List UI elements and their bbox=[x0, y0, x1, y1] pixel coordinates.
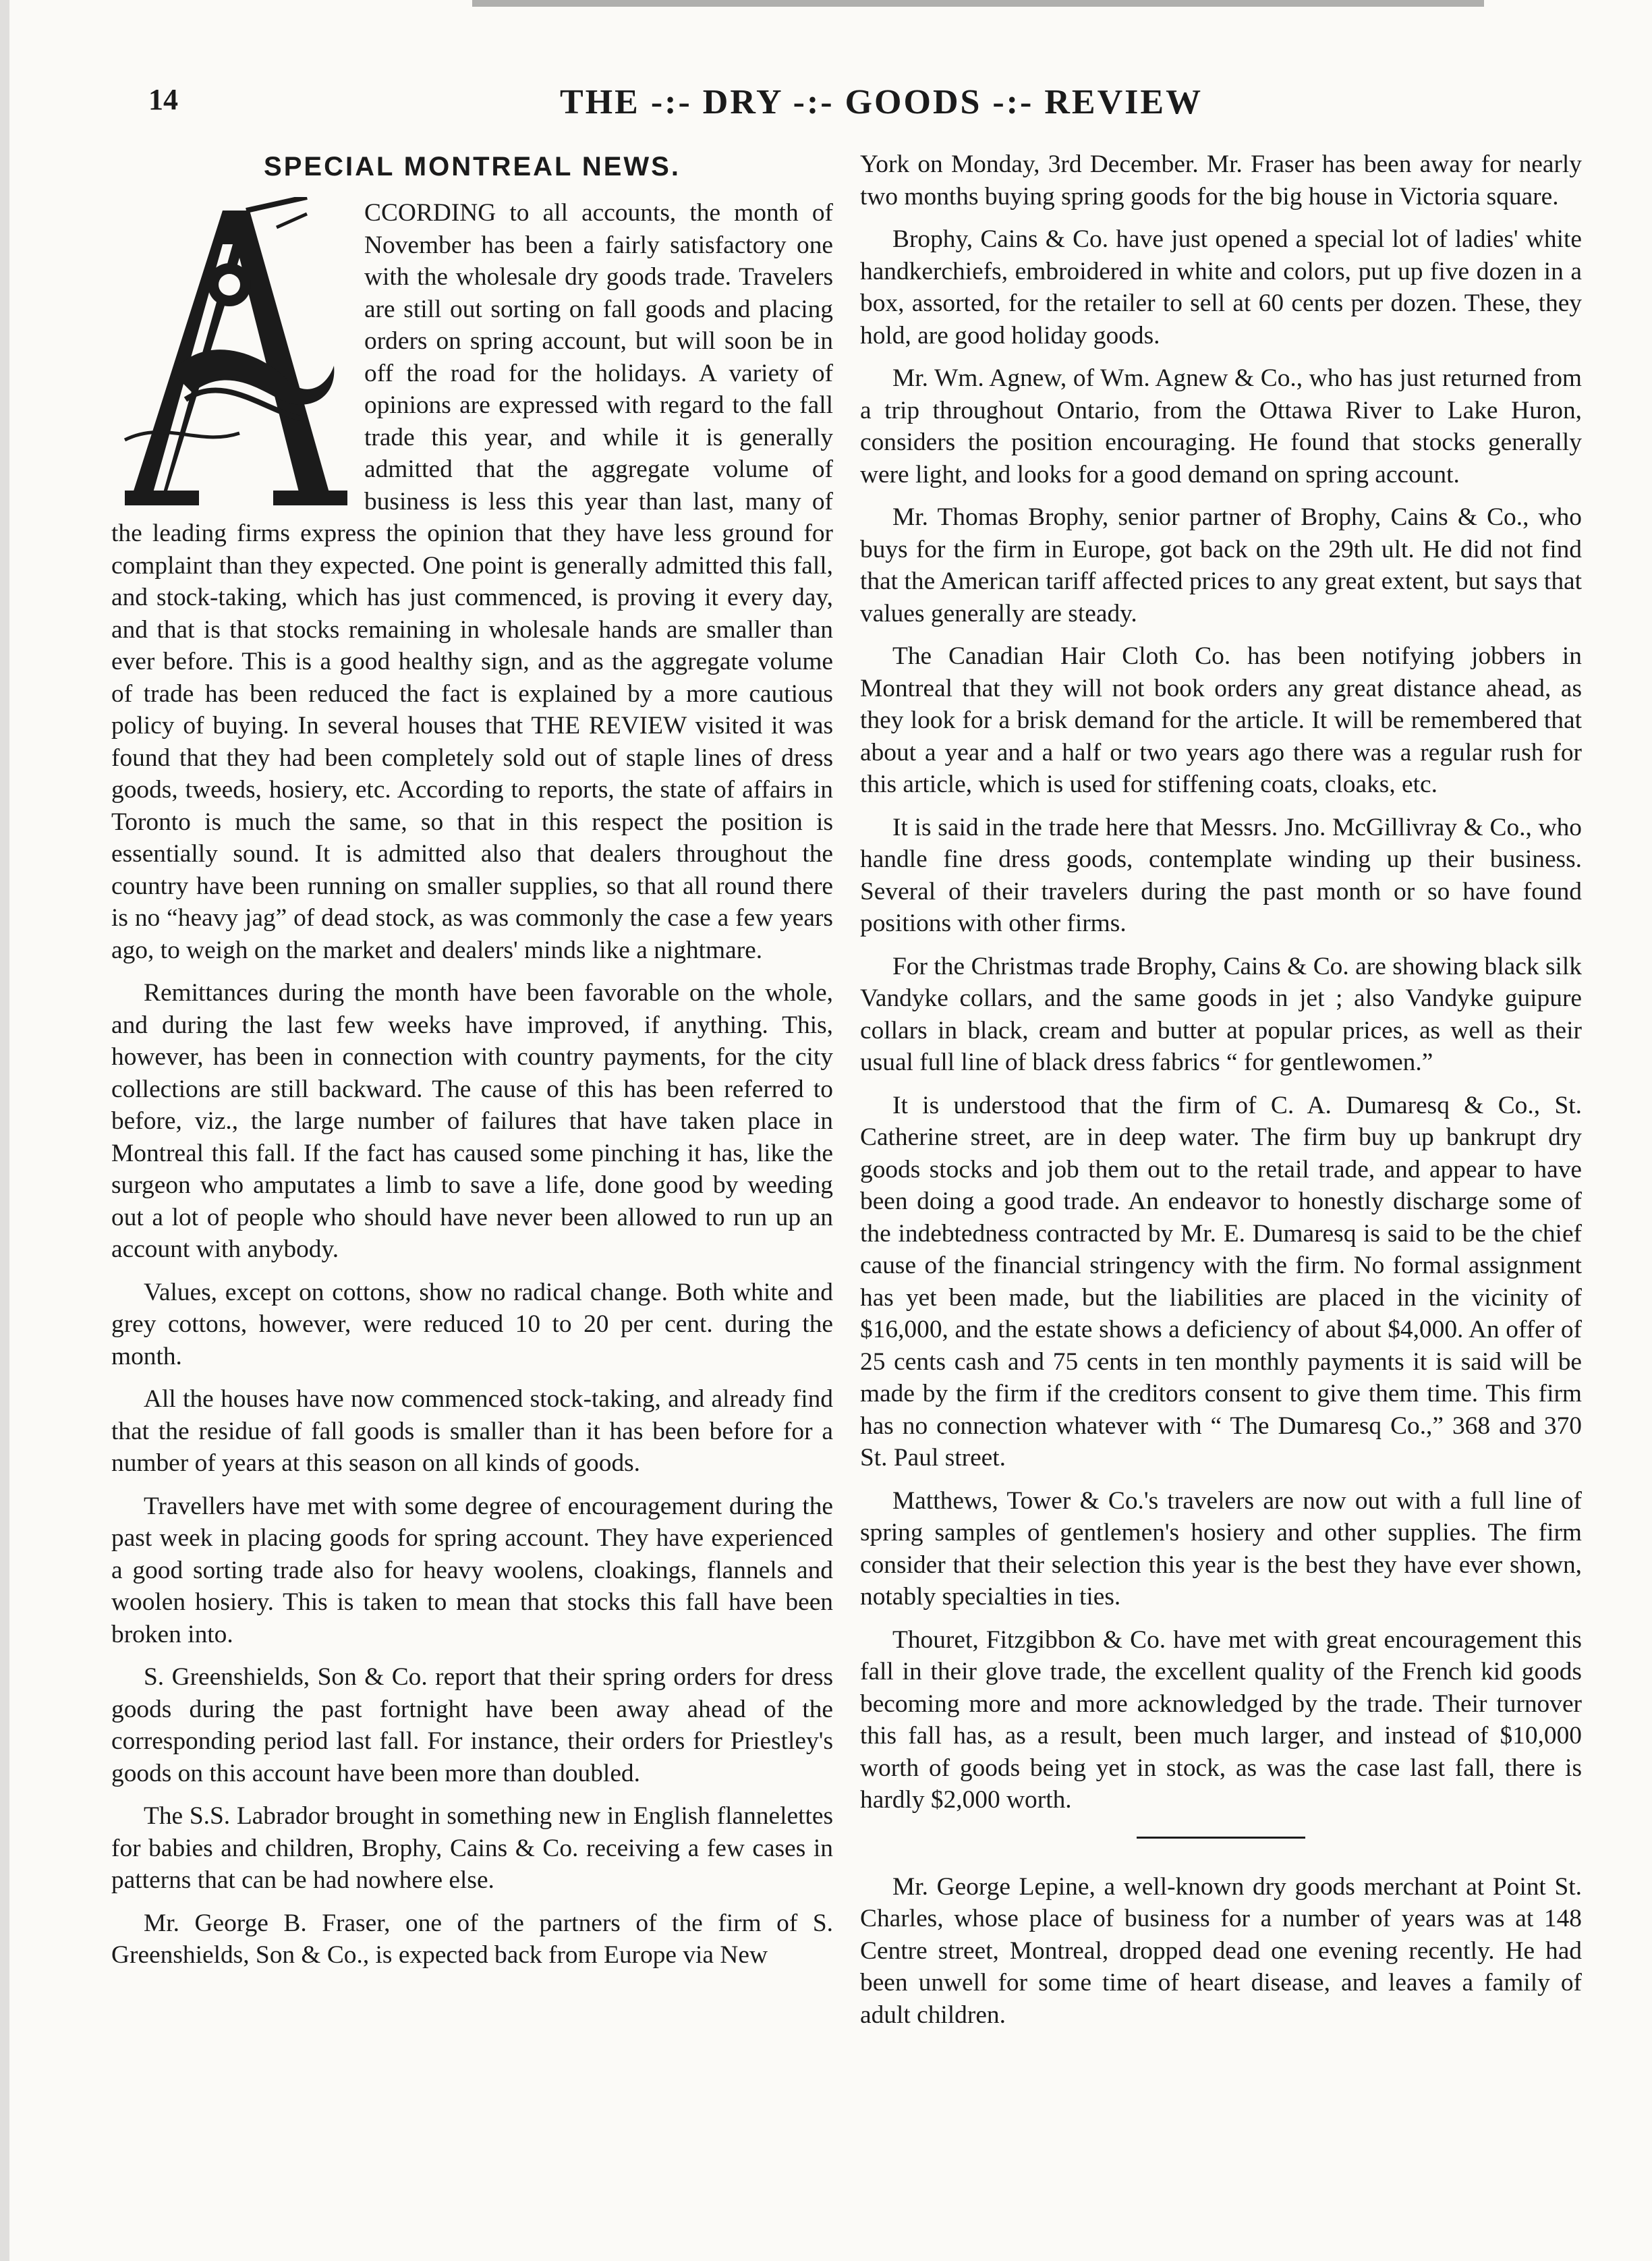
article-paragraph: Remittances during the month have been favorable on the whole, and during the last few weeks have improved, if anything. This, however, has been in connection with country payments, for the city collections are still backward. The cause of this has been referred to before, viz., the large number of failures that have taken place in Montreal this fall. If the fact has caused some pinching it has, like the surgeon who amputates a limb to save a life, done good by weeding out a lot of people who should have never been allowed to run up an account with anybody. bbox=[111, 979, 833, 1263]
article-paragraph: It is understood that the firm of C. A. Dumaresq & Co., St. Catherine street, are in deep water. The firm buy up bankrupt dry goods stocks and job them out to the retail trade, and appear to have been doing a good trade. An endeavor to honestly discharge some of the indebtedness contracted by Mr. E. Dumaresq is said to be the chief cause of the financial stringency with the firm. No formal assignment has yet been made, but the liabilities are placed in the vicinity of $16,000, and the estate shows a deficiency of about $4,000. An offer of 25 cents cash and 75 cents in ten monthly payments it is said will be made by the firm if the creditors consent to give them time. This firm has no connection whatever with “ The Dumaresq Co.,” 368 and 370 St. Paul street. bbox=[860, 1091, 1582, 1472]
decorative-initial-a-icon bbox=[105, 197, 351, 507]
article-paragraph: S. Greenshields, Son & Co. report that their spring orders for dress goods during the past fortnight have been away ahead of the corresponding period last fall. For instance, their orders for Priestley's goods on this account have been more than doubled. bbox=[111, 1663, 833, 1787]
article-paragraph: Travellers have met with some degree of encouragement during the past week in placing goods for spring account. They have experienced a good sorting trade also for heavy woolens, cloakings, flannels and woolen hosiery. This is taken to mean that stocks this fall have been broken into. bbox=[111, 1492, 833, 1648]
article-paragraph: Mr. Thomas Brophy, senior partner of Brophy, Cains & Co., who buys for the firm in Europe, got back on the 29th ult. He did not find that the American tariff affected prices to any great extent, but says that values generally are steady. bbox=[860, 503, 1582, 627]
scan-edge-left bbox=[0, 0, 9, 2261]
scan-edge-top bbox=[472, 0, 1484, 7]
article-paragraph: Mr. Wm. Agnew, of Wm. Agnew & Co., who has just returned from a trip throughout Ontario, from the Ottawa River to Lake Huron, considers the position encouraging. He found that stocks generally were light, and looks for a good demand on spring account. bbox=[860, 364, 1582, 489]
article-paragraph: CCORDING to all accounts, the month of November has been a fairly satisfactory one with the wholesale dry goods trade. Travelers are still out sorting on fall goods and placing orders on spring account, but will soon be in off the road for the holidays. A variety of opinions are expressed with regard to the fall trade this year, and while it is generally admitted that the aggregate volume of business is less this year than last, many of the leading firms express the opinion that they have less ground for complaint than they expected. One point is generally admitted this fall, and stock-taking, which has just commenced, is proving it every day, and that is that stocks remaining in wholesale hands are smaller than ever before. This is a good healthy sign, and as the aggregate volume of trade has been reduced the fact is explained by a more cautious policy of buying. In several houses that THE REVIEW visited it was found that they had been completely sold out of staple lines of dress goods, tweeds, hosiery, etc. According to reports, the state of affairs in Toronto is much the same, so that in this respect the position is essentially sound. It is admitted also that dealers throughout the country have been running on smaller supplies, so that all round there is no “heavy jag” of dead stock, as was commonly the case a few years ago, to weigh on the market and dealers' minds like a nightmare. bbox=[111, 199, 833, 964]
article-paragraph: The Canadian Hair Cloth Co. has been notifying jobbers in Montreal that they will not book orders any great distance ahead, as they look for a brisk demand for the article. It will be remembered that about a year and a half or two years ago there was a regular rush for this article, which is used for stiffening coats, cloaks, etc. bbox=[860, 642, 1582, 798]
article-paragraph: Mr. George B. Fraser, one of the partners of the firm of S. Greenshields, Son & Co., is expected back from Europe via New bbox=[111, 1909, 833, 1969]
left-column bbox=[111, 148, 833, 1982]
article-paragraph: Values, except on cottons, show no radical change. Both white and grey cottons, however, were reduced 10 to 20 per cent. during the month. bbox=[111, 1278, 833, 1370]
article-paragraph: The S.S. Labrador brought in something new in English flannelettes for babies and children, Brophy, Cains & Co. receiving a few cases in patterns that can be had nowhere else. bbox=[111, 1802, 833, 1894]
page-number: 14 bbox=[148, 83, 178, 116]
article-paragraph: It is said in the trade here that Messrs. Jno. McGillivray & Co., who handle fine dress goods, contemplate winding up their business. Several of their travelers during the past month or so have found positions with other firms. bbox=[860, 813, 1582, 937]
article-paragraph: Matthews, Tower & Co.'s travelers are now out with a full line of spring samples of gentlemen's hosiery and other supplies. The firm consider that their selection this year is the best they have ever shown, notably specialties in ties. bbox=[860, 1486, 1582, 1611]
right-column bbox=[860, 148, 1582, 2042]
article-paragraph: Thouret, Fitzgibbon & Co. have met with great encouragement this fall in their glove trade, the excellent quality of the French kid goods becoming more and more acknowledged by the trade. Their turnover this fall has, as a result, been much larger, and instead of $10,000 worth of goods being yet in stock, as was the case last fall, there is hardly $2,000 worth. bbox=[860, 1625, 1582, 1814]
article-title: SPECIAL MONTREAL NEWS. bbox=[264, 152, 681, 182]
article-paragraph: For the Christmas trade Brophy, Cains & Co. are showing black silk Vandyke collars, and the same goods in jet ; also Vandyke guipure collars in black, cream and butter at popular prices, as well as their usual full line of black dress fabrics “ for gentlewomen.” bbox=[860, 952, 1582, 1076]
article-paragraph: All the houses have now commenced stock-taking, and already find that the residue of fall goods is smaller than it has been before for a number of years at this season on all kinds of goods. bbox=[111, 1385, 833, 1477]
obituary-paragraph: Mr. George Lepine, a well-known dry goods merchant at Point St. Charles, whose place of business for a number of years was at 148 Centre street, Montreal, dropped dead one evening recently. He had been unwell for some time of heart disease, and leaves a family of adult children. bbox=[860, 1872, 1582, 2029]
article-paragraph: York on Monday, 3rd December. Mr. Fraser has been away for nearly two months buying spring goods for the big house in Victoria square. bbox=[860, 150, 1582, 211]
section-divider bbox=[1137, 1837, 1305, 1839]
running-head: THE -:- DRY -:- GOODS -:- REVIEW bbox=[560, 83, 1203, 121]
article-paragraph: Brophy, Cains & Co. have just opened a special lot of ladies' white handkerchiefs, embroidered in white and colors, put up five dozen in a box, assorted, for the retailer to sell at 60 cents per dozen. These, they hold, are good holiday goods. bbox=[860, 225, 1582, 350]
